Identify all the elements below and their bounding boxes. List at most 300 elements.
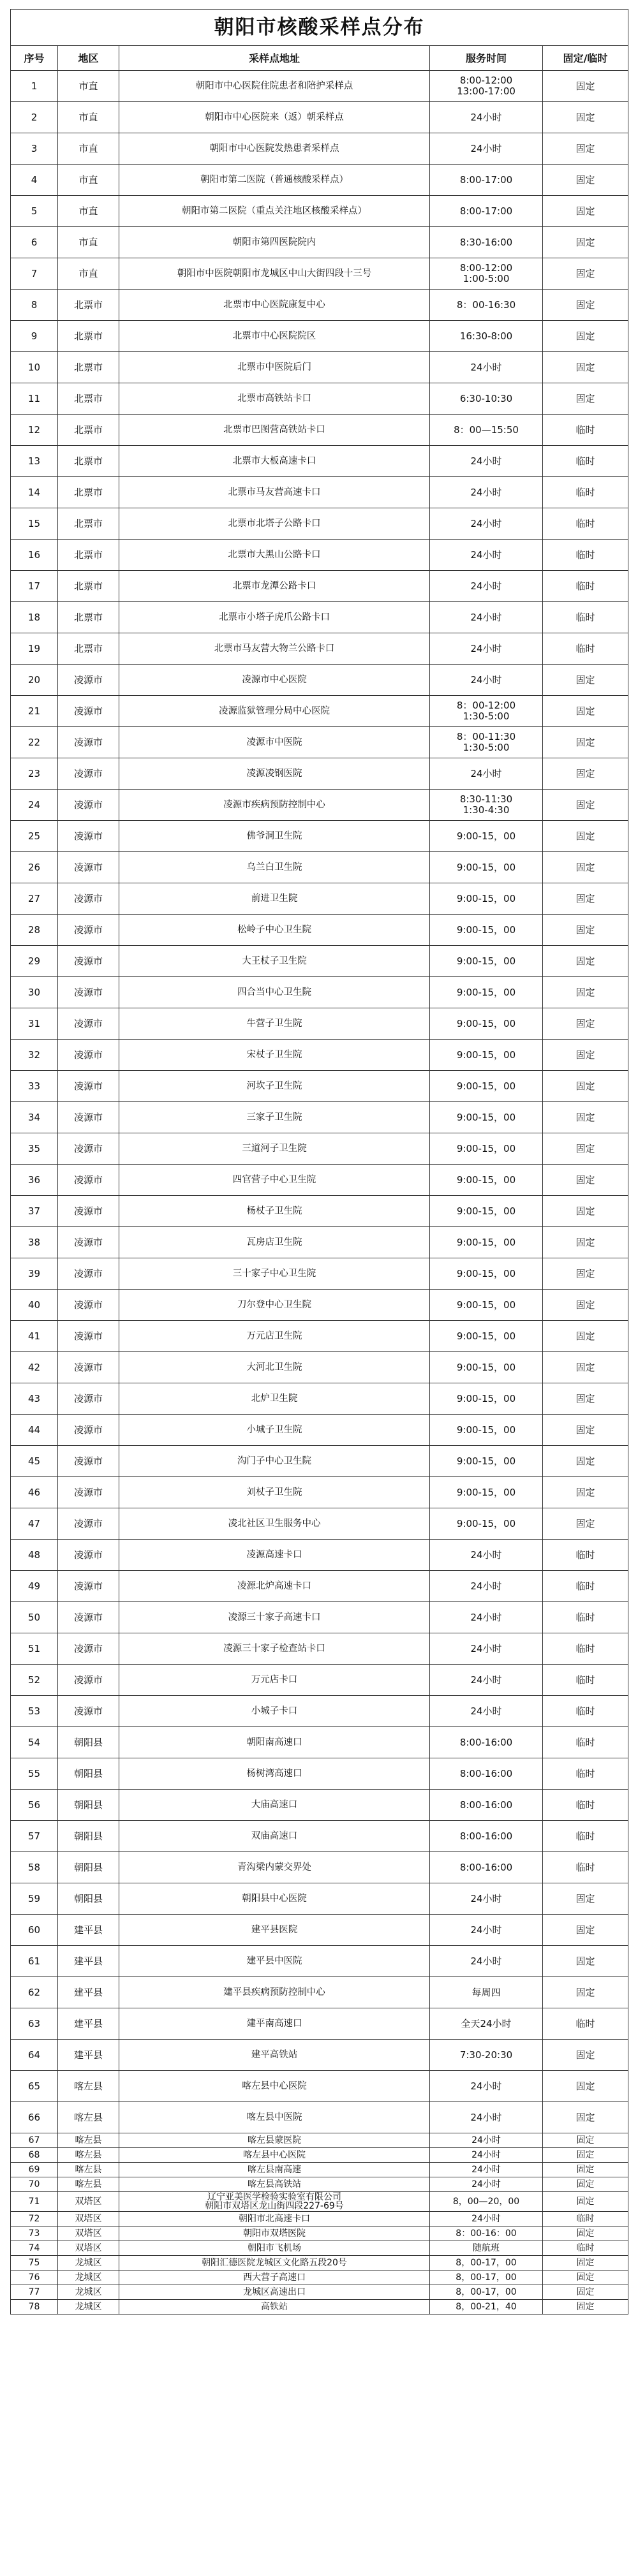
- table-row: [11, 727, 628, 758]
- cell-type: 固定: [543, 790, 628, 821]
- cell-index: 7: [11, 258, 58, 290]
- table-row: [11, 1602, 628, 1633]
- table-row: [11, 1946, 628, 1977]
- cell-address: 北票市中医院后门: [119, 352, 430, 383]
- table-row: [11, 290, 628, 321]
- header-address: 采样点地址: [119, 46, 430, 71]
- cell-type: 临时: [543, 1633, 628, 1665]
- table-row: [11, 1727, 628, 1758]
- cell-index: 13: [11, 446, 58, 477]
- cell-index: 55: [11, 1758, 58, 1790]
- cell-index: 33: [11, 1071, 58, 1102]
- cell-service-hours: 8:30-16:00: [430, 227, 543, 258]
- table-row: [11, 883, 628, 915]
- cell-service-hours: 24小时: [430, 1571, 543, 1602]
- cell-type: 固定: [543, 2256, 628, 2271]
- cell-service-hours: 24小时: [430, 2212, 543, 2226]
- table-row: [11, 1821, 628, 1852]
- cell-service-hours: 16:30-8:00: [430, 321, 543, 352]
- table-row: [11, 1852, 628, 1883]
- cell-service-hours: 9:00-15，00: [430, 1383, 543, 1415]
- cell-index: 68: [11, 2148, 58, 2163]
- cell-region: 凌源市: [58, 1321, 119, 1352]
- cell-service-hours: 9:00-15，00: [430, 1477, 543, 1508]
- cell-service-hours: 24小时: [430, 633, 543, 665]
- cell-address: 松岭子中心卫生院: [119, 915, 430, 946]
- cell-region: 龙城区: [58, 2256, 119, 2271]
- cell-address: 河坎子卫生院: [119, 1071, 430, 1102]
- cell-type: 固定: [543, 727, 628, 758]
- cell-service-hours: 8:00-16:00: [430, 1790, 543, 1821]
- cell-type: 固定: [543, 1383, 628, 1415]
- cell-service-hours: 24小时: [430, 2102, 543, 2133]
- cell-region: 喀左县: [58, 2102, 119, 2133]
- cell-index: 69: [11, 2163, 58, 2177]
- cell-region: 北票市: [58, 446, 119, 477]
- table-row: [11, 102, 628, 133]
- cell-service-hours: 24小时: [430, 2163, 543, 2177]
- cell-address: 佛爷洞卫生院: [119, 821, 430, 852]
- cell-service-hours: 9:00-15，00: [430, 1227, 543, 1258]
- cell-address: 牛营子卫生院: [119, 1008, 430, 1040]
- table-row: [11, 2071, 628, 2102]
- cell-address: 朝阳南高速口: [119, 1727, 430, 1758]
- table-row: [11, 1008, 628, 1040]
- cell-service-hours: 24小时: [430, 102, 543, 133]
- cell-service-hours: 8：00-16：00: [430, 2226, 543, 2241]
- cell-type: 固定: [543, 2271, 628, 2285]
- table-row: [11, 2192, 628, 2212]
- cell-region: 凌源市: [58, 1696, 119, 1727]
- cell-service-hours: 8:00-17:00: [430, 165, 543, 196]
- cell-index: 25: [11, 821, 58, 852]
- cell-service-hours: 8：00-16:30: [430, 290, 543, 321]
- cell-index: 4: [11, 165, 58, 196]
- cell-type: 固定: [543, 915, 628, 946]
- cell-address: 凌源三十家子高速卡口: [119, 1602, 430, 1633]
- table-row: [11, 1071, 628, 1102]
- table-row: [11, 1133, 628, 1165]
- table-row: [11, 227, 628, 258]
- cell-type: 固定: [543, 1883, 628, 1915]
- cell-region: 喀左县: [58, 2163, 119, 2177]
- table-row: [11, 1915, 628, 1946]
- table-row: [11, 2212, 628, 2226]
- cell-index: 32: [11, 1040, 58, 1071]
- header-index: 序号: [11, 46, 58, 71]
- cell-type: 固定: [543, 852, 628, 883]
- cell-index: 43: [11, 1383, 58, 1415]
- cell-index: 40: [11, 1290, 58, 1321]
- cell-type: 固定: [543, 383, 628, 415]
- cell-region: 龙城区: [58, 2285, 119, 2300]
- cell-index: 56: [11, 1790, 58, 1821]
- table-row: [11, 2133, 628, 2148]
- cell-index: 12: [11, 415, 58, 446]
- cell-service-hours: 9:00-15，00: [430, 1352, 543, 1383]
- cell-address: 朝阳市中心医院发热患者采样点: [119, 133, 430, 165]
- cell-address: 北票市小塔子虎爪公路卡口: [119, 602, 430, 633]
- cell-index: 2: [11, 102, 58, 133]
- table-row: [11, 1165, 628, 1196]
- cell-service-hours: 9:00-15，00: [430, 1133, 543, 1165]
- cell-address: 杨树湾高速口: [119, 1758, 430, 1790]
- cell-type: 固定: [543, 1040, 628, 1071]
- cell-address: 建平高铁站: [119, 2040, 430, 2071]
- cell-address: 喀左县中医院: [119, 2102, 430, 2133]
- table-row: [11, 2256, 628, 2271]
- cell-address: 北票市巴图营高铁站卡口: [119, 415, 430, 446]
- cell-index: 75: [11, 2256, 58, 2271]
- cell-service-hours: 24小时: [430, 1696, 543, 1727]
- cell-type: 固定: [543, 165, 628, 196]
- cell-address: 朝阳市中医院朝阳市龙城区中山大街四段十三号: [119, 258, 430, 290]
- table-row: [11, 1758, 628, 1790]
- cell-index: 59: [11, 1883, 58, 1915]
- cell-index: 41: [11, 1321, 58, 1352]
- cell-type: 固定: [543, 227, 628, 258]
- cell-region: 凌源市: [58, 727, 119, 758]
- cell-type: 固定: [543, 2163, 628, 2177]
- table-row: [11, 1977, 628, 2008]
- cell-region: 凌源市: [58, 790, 119, 821]
- cell-index: 36: [11, 1165, 58, 1196]
- cell-service-hours: 8:00-16:00: [430, 1852, 543, 1883]
- cell-address: 宋杖子卫生院: [119, 1040, 430, 1071]
- cell-type: 临时: [543, 1571, 628, 1602]
- cell-index: 53: [11, 1696, 58, 1727]
- cell-service-hours: 24小时: [430, 540, 543, 571]
- cell-region: 建平县: [58, 1915, 119, 1946]
- cell-service-hours: 9:00-15，00: [430, 1165, 543, 1196]
- cell-index: 42: [11, 1352, 58, 1383]
- table-row: [11, 352, 628, 383]
- cell-address: 小城子卫生院: [119, 1415, 430, 1446]
- table-row: [11, 383, 628, 415]
- cell-region: 凌源市: [58, 821, 119, 852]
- cell-service-hours: 9:00-15，00: [430, 1102, 543, 1133]
- cell-service-hours: 9:00-15，00: [430, 946, 543, 977]
- cell-type: 固定: [543, 352, 628, 383]
- cell-index: 23: [11, 758, 58, 790]
- table-row: [11, 1227, 628, 1258]
- cell-address: 双庙高速口: [119, 1821, 430, 1852]
- cell-address: 万元店卫生院: [119, 1321, 430, 1352]
- cell-type: 固定: [543, 696, 628, 727]
- table-row: [11, 665, 628, 696]
- header-region: 地区: [58, 46, 119, 71]
- cell-address: 瓦房店卫生院: [119, 1227, 430, 1258]
- cell-type: 固定: [543, 1071, 628, 1102]
- cell-address: 喀左县蒙医院: [119, 2133, 430, 2148]
- table-row: [11, 1508, 628, 1540]
- header-service-hours: 服务时间: [430, 46, 543, 71]
- cell-index: 63: [11, 2008, 58, 2040]
- cell-index: 73: [11, 2226, 58, 2241]
- cell-address: 凌源三十家子检查站卡口: [119, 1633, 430, 1665]
- table-row: [11, 1352, 628, 1383]
- table-row: [11, 321, 628, 352]
- table-row: [11, 258, 628, 290]
- cell-address: 朝阳市第四医院院内: [119, 227, 430, 258]
- cell-address: 北票市马友营高速卡口: [119, 477, 430, 508]
- cell-address: 乌兰白卫生院: [119, 852, 430, 883]
- cell-type: 固定: [543, 1915, 628, 1946]
- cell-index: 14: [11, 477, 58, 508]
- cell-type: 临时: [543, 571, 628, 602]
- table-row: [11, 790, 628, 821]
- cell-type: 固定: [543, 1165, 628, 1196]
- cell-address: 建平南高速口: [119, 2008, 430, 2040]
- table-row: [11, 1477, 628, 1508]
- cell-type: 固定: [543, 2071, 628, 2102]
- table-row: [11, 821, 628, 852]
- cell-type: 固定: [543, 2285, 628, 2300]
- cell-region: 凌源市: [58, 1258, 119, 1290]
- cell-region: 凌源市: [58, 1227, 119, 1258]
- table-row: [11, 1883, 628, 1915]
- cell-region: 凌源市: [58, 1477, 119, 1508]
- table-row: [11, 540, 628, 571]
- cell-region: 凌源市: [58, 883, 119, 915]
- cell-region: 凌源市: [58, 1290, 119, 1321]
- cell-type: 固定: [543, 2226, 628, 2241]
- table-row: [11, 196, 628, 227]
- cell-address: 北票市北塔子公路卡口: [119, 508, 430, 540]
- cell-type: 临时: [543, 2008, 628, 2040]
- cell-service-hours: 9:00-15，00: [430, 1508, 543, 1540]
- table-row: [11, 1040, 628, 1071]
- cell-index: 77: [11, 2285, 58, 2300]
- table-row: [11, 977, 628, 1008]
- cell-address: 三家子卫生院: [119, 1102, 430, 1133]
- table-row: [11, 1321, 628, 1352]
- cell-index: 38: [11, 1227, 58, 1258]
- cell-index: 66: [11, 2102, 58, 2133]
- cell-address: 小城子卡口: [119, 1696, 430, 1727]
- cell-region: 喀左县: [58, 2133, 119, 2148]
- cell-type: 固定: [543, 1946, 628, 1977]
- table-row: [11, 2285, 628, 2300]
- cell-type: 固定: [543, 2102, 628, 2133]
- cell-region: 市直: [58, 227, 119, 258]
- cell-index: 50: [11, 1602, 58, 1633]
- cell-type: 固定: [543, 2300, 628, 2315]
- cell-address: 朝阳市双塔医院: [119, 2226, 430, 2241]
- cell-index: 21: [11, 696, 58, 727]
- cell-region: 北票市: [58, 508, 119, 540]
- cell-service-hours: 9:00-15，00: [430, 1415, 543, 1446]
- cell-address: 北票市中心医院院区: [119, 321, 430, 352]
- table-row: [11, 571, 628, 602]
- cell-type: 固定: [543, 133, 628, 165]
- cell-region: 建平县: [58, 2040, 119, 2071]
- cell-service-hours: 24小时: [430, 602, 543, 633]
- cell-service-hours: 9:00-15，00: [430, 977, 543, 1008]
- table-row: [11, 2177, 628, 2192]
- cell-service-hours: 6:30-10:30: [430, 383, 543, 415]
- cell-address: 朝阳市北高速卡口: [119, 2212, 430, 2226]
- cell-index: 22: [11, 727, 58, 758]
- cell-address: 凌源监狱管理分局中心医院: [119, 696, 430, 727]
- cell-region: 龙城区: [58, 2300, 119, 2315]
- cell-address: 朝阳市中心医院住院患者和陪护采样点: [119, 71, 430, 102]
- table-row: [11, 915, 628, 946]
- table-row: [11, 2008, 628, 2040]
- cell-service-hours: 24小时: [430, 446, 543, 477]
- cell-service-hours: 24小时: [430, 2071, 543, 2102]
- cell-region: 朝阳县: [58, 1727, 119, 1758]
- table-row: [11, 1665, 628, 1696]
- cell-index: 74: [11, 2241, 58, 2256]
- table-row: [11, 2148, 628, 2163]
- cell-address: 北票市马友营大物兰公路卡口: [119, 633, 430, 665]
- cell-type: 临时: [543, 2212, 628, 2226]
- cell-index: 70: [11, 2177, 58, 2192]
- cell-region: 凌源市: [58, 1133, 119, 1165]
- cell-region: 凌源市: [58, 1352, 119, 1383]
- cell-address: 喀左县高铁站: [119, 2177, 430, 2192]
- cell-type: 临时: [543, 1540, 628, 1571]
- table-row: [11, 852, 628, 883]
- cell-region: 朝阳县: [58, 1790, 119, 1821]
- cell-index: 49: [11, 1571, 58, 1602]
- cell-region: 市直: [58, 133, 119, 165]
- cell-region: 双塔区: [58, 2212, 119, 2226]
- table-row: [11, 1102, 628, 1133]
- cell-address: 西大营子高速口: [119, 2271, 430, 2285]
- cell-region: 建平县: [58, 1977, 119, 2008]
- cell-service-hours: 24小时: [430, 1915, 543, 1946]
- cell-region: 北票市: [58, 383, 119, 415]
- cell-service-hours: 9:00-15，00: [430, 883, 543, 915]
- cell-address: 喀左县南高速: [119, 2163, 430, 2177]
- table-row: [11, 1258, 628, 1290]
- cell-region: 双塔区: [58, 2192, 119, 2212]
- cell-type: 固定: [543, 665, 628, 696]
- cell-type: 临时: [543, 1852, 628, 1883]
- cell-index: 37: [11, 1196, 58, 1227]
- table-row: [11, 758, 628, 790]
- cell-address: 三道河子卫生院: [119, 1133, 430, 1165]
- cell-service-hours: 9:00-15，00: [430, 1040, 543, 1071]
- cell-index: 61: [11, 1946, 58, 1977]
- cell-address: 北票市大板高速卡口: [119, 446, 430, 477]
- cell-service-hours: 8，00-17，00: [430, 2271, 543, 2285]
- cell-address: 朝阳县中心医院: [119, 1883, 430, 1915]
- cell-address: 凌源市中医院: [119, 727, 430, 758]
- cell-region: 凌源市: [58, 665, 119, 696]
- cell-address: 辽宁亚美医学检验实验室有限公司 朝阳市双塔区龙山街四段227-69号: [119, 2192, 430, 2212]
- table-row: [11, 2300, 628, 2315]
- cell-region: 市直: [58, 196, 119, 227]
- cell-region: 市直: [58, 165, 119, 196]
- cell-region: 凌源市: [58, 915, 119, 946]
- table-row: [11, 2241, 628, 2256]
- cell-type: 临时: [543, 1602, 628, 1633]
- cell-service-hours: 8，00—20，00: [430, 2192, 543, 2212]
- cell-address: 北票市龙潭公路卡口: [119, 571, 430, 602]
- table-row: [11, 133, 628, 165]
- cell-region: 市直: [58, 102, 119, 133]
- table-row: [11, 602, 628, 633]
- cell-index: 72: [11, 2212, 58, 2226]
- cell-type: 临时: [543, 1758, 628, 1790]
- cell-address: 沟门子中心卫生院: [119, 1446, 430, 1477]
- table-row: [11, 165, 628, 196]
- cell-address: 喀左县中心医院: [119, 2071, 430, 2102]
- table-row: [11, 2040, 628, 2071]
- cell-index: 48: [11, 1540, 58, 1571]
- cell-region: 北票市: [58, 602, 119, 633]
- cell-type: 临时: [543, 1665, 628, 1696]
- cell-type: 固定: [543, 1102, 628, 1133]
- cell-service-hours: 8:30-11:30 1:30-4:30: [430, 790, 543, 821]
- cell-index: 34: [11, 1102, 58, 1133]
- cell-service-hours: 随航班: [430, 2241, 543, 2256]
- cell-type: 固定: [543, 102, 628, 133]
- cell-index: 44: [11, 1415, 58, 1446]
- cell-type: 临时: [543, 633, 628, 665]
- cell-address: 大河北卫生院: [119, 1352, 430, 1383]
- cell-address: 凌源北炉高速卡口: [119, 1571, 430, 1602]
- cell-service-hours: 9:00-15，00: [430, 1446, 543, 1477]
- table-row: [11, 1415, 628, 1446]
- cell-type: 临时: [543, 1790, 628, 1821]
- cell-address: 朝阳市飞机场: [119, 2241, 430, 2256]
- cell-service-hours: 9:00-15，00: [430, 852, 543, 883]
- cell-service-hours: 8:00-12:00 1:00-5:00: [430, 258, 543, 290]
- cell-region: 凌源市: [58, 1196, 119, 1227]
- cell-index: 39: [11, 1258, 58, 1290]
- sheet-title: 朝阳市核酸采样点分布: [11, 10, 628, 46]
- cell-region: 市直: [58, 258, 119, 290]
- table-row: [11, 1290, 628, 1321]
- cell-index: 78: [11, 2300, 58, 2315]
- cell-region: 凌源市: [58, 946, 119, 977]
- cell-region: 凌源市: [58, 1446, 119, 1477]
- cell-region: 建平县: [58, 1946, 119, 1977]
- cell-address: 朝阳市第二医院（普通核酸采样点）: [119, 165, 430, 196]
- cell-address: 高铁站: [119, 2300, 430, 2315]
- table-row: [11, 2102, 628, 2133]
- table-row: [11, 446, 628, 477]
- cell-address: 凌源市疾病预防控制中心: [119, 790, 430, 821]
- cell-index: 28: [11, 915, 58, 946]
- cell-address: 朝阳汇德医院龙城区文化路五段20号: [119, 2256, 430, 2271]
- cell-region: 北票市: [58, 415, 119, 446]
- cell-service-hours: 8:00-12:00 13:00-17:00: [430, 71, 543, 102]
- cell-service-hours: 8：00-11:30 1:30-5:00: [430, 727, 543, 758]
- cell-service-hours: 24小时: [430, 571, 543, 602]
- table-row: [11, 1196, 628, 1227]
- cell-service-hours: 24小时: [430, 1602, 543, 1633]
- cell-address: 北票市高铁站卡口: [119, 383, 430, 415]
- cell-index: 45: [11, 1446, 58, 1477]
- cell-address: 青沟梁内蒙交界处: [119, 1852, 430, 1883]
- cell-region: 朝阳县: [58, 1758, 119, 1790]
- cell-service-hours: 9:00-15，00: [430, 1071, 543, 1102]
- cell-region: 北票市: [58, 290, 119, 321]
- cell-index: 54: [11, 1727, 58, 1758]
- cell-type: 临时: [543, 602, 628, 633]
- cell-address: 北票市中心医院康复中心: [119, 290, 430, 321]
- cell-region: 北票市: [58, 540, 119, 571]
- cell-index: 27: [11, 883, 58, 915]
- cell-service-hours: 24小时: [430, 665, 543, 696]
- cell-address: 四合当中心卫生院: [119, 977, 430, 1008]
- cell-type: 临时: [543, 415, 628, 446]
